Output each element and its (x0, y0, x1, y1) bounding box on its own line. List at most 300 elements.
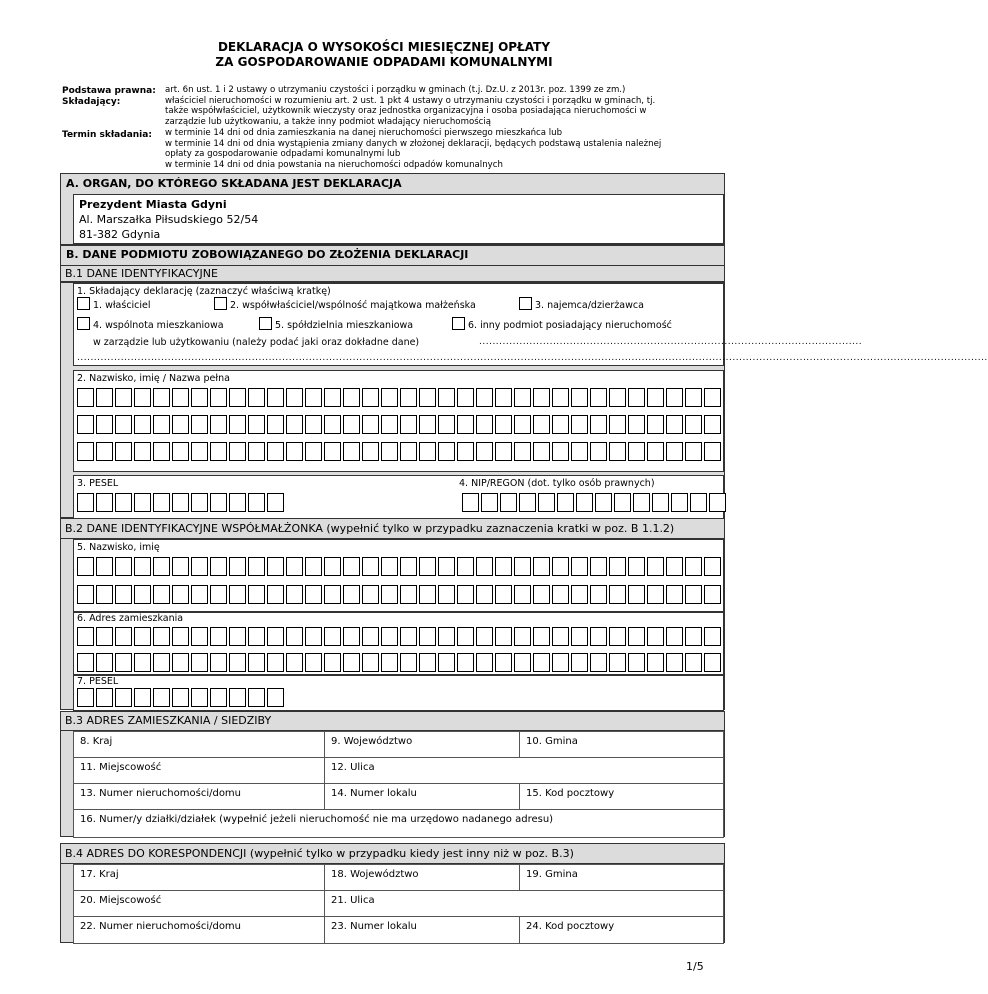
char-cell[interactable] (362, 442, 379, 461)
char-cell[interactable] (229, 493, 246, 512)
char-cell[interactable] (267, 388, 284, 407)
char-cell[interactable] (647, 388, 664, 407)
char-cell[interactable] (609, 415, 626, 434)
char-cell[interactable] (172, 557, 189, 576)
char-cell[interactable] (609, 653, 626, 672)
char-cell[interactable] (481, 493, 498, 512)
char-cell[interactable] (267, 688, 284, 707)
char-cell[interactable] (552, 415, 569, 434)
char-cell[interactable] (305, 627, 322, 646)
char-cell[interactable] (115, 493, 132, 512)
char-cell[interactable] (229, 388, 246, 407)
char-cell[interactable] (134, 627, 151, 646)
char-cell[interactable] (96, 415, 113, 434)
char-cell[interactable] (533, 442, 550, 461)
name-row-2[interactable] (77, 415, 723, 434)
char-cell[interactable] (704, 653, 721, 672)
char-cell[interactable] (590, 557, 607, 576)
char-cell[interactable] (552, 557, 569, 576)
char-cell[interactable] (153, 557, 170, 576)
spouse-pesel-row[interactable] (77, 688, 286, 707)
char-cell[interactable] (666, 442, 683, 461)
char-cell[interactable] (286, 415, 303, 434)
char-cell[interactable] (267, 442, 284, 461)
option-tenant[interactable]: 3. najemca/dzierżawca (519, 297, 644, 311)
char-cell[interactable] (476, 415, 493, 434)
char-cell[interactable] (210, 688, 227, 707)
char-cell[interactable] (381, 585, 398, 604)
char-cell[interactable] (476, 442, 493, 461)
checkbox-icon[interactable] (77, 317, 90, 330)
char-cell[interactable] (438, 627, 455, 646)
char-cell[interactable] (514, 585, 531, 604)
char-cell[interactable] (514, 415, 531, 434)
char-cell[interactable] (286, 557, 303, 576)
char-cell[interactable] (153, 627, 170, 646)
char-cell[interactable] (666, 627, 683, 646)
char-cell[interactable] (533, 557, 550, 576)
char-cell[interactable] (476, 653, 493, 672)
char-cell[interactable] (533, 388, 550, 407)
char-cell[interactable] (77, 493, 94, 512)
char-cell[interactable] (77, 557, 94, 576)
char-cell[interactable] (685, 585, 702, 604)
char-cell[interactable] (590, 653, 607, 672)
char-cell[interactable] (400, 388, 417, 407)
char-cell[interactable] (172, 688, 189, 707)
char-cell[interactable] (457, 627, 474, 646)
char-cell[interactable] (229, 627, 246, 646)
char-cell[interactable] (210, 415, 227, 434)
char-cell[interactable] (571, 442, 588, 461)
char-cell[interactable] (191, 388, 208, 407)
char-cell[interactable] (248, 627, 265, 646)
char-cell[interactable] (552, 585, 569, 604)
char-cell[interactable] (685, 442, 702, 461)
char-cell[interactable] (590, 415, 607, 434)
char-cell[interactable] (343, 653, 360, 672)
char-cell[interactable] (495, 653, 512, 672)
char-cell[interactable] (362, 415, 379, 434)
char-cell[interactable] (590, 627, 607, 646)
char-cell[interactable] (514, 627, 531, 646)
char-cell[interactable] (153, 493, 170, 512)
spouse-name-row-1[interactable] (77, 557, 723, 576)
char-cell[interactable] (438, 585, 455, 604)
char-cell[interactable] (115, 415, 132, 434)
char-cell[interactable] (381, 653, 398, 672)
char-cell[interactable] (538, 493, 555, 512)
option-community[interactable]: 4. wspólnota mieszkaniowa (77, 317, 224, 331)
char-cell[interactable] (134, 415, 151, 434)
char-cell[interactable] (647, 442, 664, 461)
char-cell[interactable] (286, 585, 303, 604)
char-cell[interactable] (96, 688, 113, 707)
char-cell[interactable] (305, 557, 322, 576)
option-co-owner[interactable]: 2. współwłaściciel/wspólność majątkowa małżeńska (214, 297, 476, 311)
char-cell[interactable] (647, 585, 664, 604)
char-cell[interactable] (533, 585, 550, 604)
char-cell[interactable] (400, 415, 417, 434)
char-cell[interactable] (609, 442, 626, 461)
char-cell[interactable] (115, 442, 132, 461)
char-cell[interactable] (628, 415, 645, 434)
char-cell[interactable] (115, 688, 132, 707)
char-cell[interactable] (552, 653, 569, 672)
char-cell[interactable] (153, 388, 170, 407)
checkbox-icon[interactable] (77, 297, 90, 310)
checkbox-icon[interactable] (214, 297, 227, 310)
char-cell[interactable] (267, 557, 284, 576)
char-cell[interactable] (419, 442, 436, 461)
corr-street-field[interactable]: 21. Ulica (324, 890, 724, 917)
char-cell[interactable] (134, 653, 151, 672)
char-cell[interactable] (172, 493, 189, 512)
char-cell[interactable] (248, 415, 265, 434)
char-cell[interactable] (476, 627, 493, 646)
char-cell[interactable] (671, 493, 688, 512)
char-cell[interactable] (533, 627, 550, 646)
char-cell[interactable] (153, 688, 170, 707)
char-cell[interactable] (210, 388, 227, 407)
char-cell[interactable] (210, 493, 227, 512)
char-cell[interactable] (438, 557, 455, 576)
char-cell[interactable] (457, 557, 474, 576)
postal-code-field[interactable]: 15. Kod pocztowy (519, 783, 724, 810)
other-fill-line-2[interactable]: ............................................................................................................................................................................................................................................................................... (77, 353, 988, 363)
char-cell[interactable] (647, 415, 664, 434)
char-cell[interactable] (77, 627, 94, 646)
char-cell[interactable] (77, 585, 94, 604)
char-cell[interactable] (690, 493, 707, 512)
char-cell[interactable] (514, 388, 531, 407)
char-cell[interactable] (229, 688, 246, 707)
char-cell[interactable] (324, 627, 341, 646)
char-cell[interactable] (609, 627, 626, 646)
char-cell[interactable] (343, 585, 360, 604)
char-cell[interactable] (709, 493, 726, 512)
char-cell[interactable] (324, 388, 341, 407)
char-cell[interactable] (153, 415, 170, 434)
char-cell[interactable] (324, 557, 341, 576)
char-cell[interactable] (609, 557, 626, 576)
option-owner[interactable]: 1. właściciel (77, 297, 151, 311)
char-cell[interactable] (305, 388, 322, 407)
char-cell[interactable] (267, 653, 284, 672)
char-cell[interactable] (704, 442, 721, 461)
char-cell[interactable] (666, 557, 683, 576)
char-cell[interactable] (495, 442, 512, 461)
char-cell[interactable] (115, 388, 132, 407)
char-cell[interactable] (134, 388, 151, 407)
char-cell[interactable] (191, 653, 208, 672)
char-cell[interactable] (77, 415, 94, 434)
char-cell[interactable] (248, 653, 265, 672)
char-cell[interactable] (419, 653, 436, 672)
char-cell[interactable] (343, 557, 360, 576)
char-cell[interactable] (685, 388, 702, 407)
char-cell[interactable] (115, 557, 132, 576)
char-cell[interactable] (419, 585, 436, 604)
char-cell[interactable] (533, 415, 550, 434)
char-cell[interactable] (400, 557, 417, 576)
char-cell[interactable] (400, 653, 417, 672)
char-cell[interactable] (362, 388, 379, 407)
char-cell[interactable] (476, 557, 493, 576)
char-cell[interactable] (628, 585, 645, 604)
char-cell[interactable] (210, 653, 227, 672)
commune-field[interactable]: 10. Gmina (519, 731, 724, 758)
char-cell[interactable] (438, 415, 455, 434)
char-cell[interactable] (77, 388, 94, 407)
street-field[interactable]: 12. Ulica (324, 757, 724, 784)
char-cell[interactable] (267, 627, 284, 646)
char-cell[interactable] (628, 442, 645, 461)
name-row-3[interactable] (77, 442, 723, 461)
char-cell[interactable] (685, 415, 702, 434)
spouse-address-row-2[interactable] (77, 653, 723, 672)
char-cell[interactable] (191, 493, 208, 512)
corr-voivodeship-field[interactable]: 18. Województwo (324, 864, 520, 891)
char-cell[interactable] (666, 388, 683, 407)
char-cell[interactable] (685, 627, 702, 646)
char-cell[interactable] (381, 442, 398, 461)
char-cell[interactable] (557, 493, 574, 512)
char-cell[interactable] (571, 653, 588, 672)
char-cell[interactable] (685, 557, 702, 576)
char-cell[interactable] (286, 653, 303, 672)
char-cell[interactable] (685, 653, 702, 672)
char-cell[interactable] (552, 388, 569, 407)
char-cell[interactable] (96, 388, 113, 407)
checkbox-icon[interactable] (519, 297, 532, 310)
char-cell[interactable] (191, 627, 208, 646)
char-cell[interactable] (457, 388, 474, 407)
char-cell[interactable] (172, 415, 189, 434)
plot-number-field[interactable]: 16. Numer/y działki/działek (wypełnić jeżeli nieruchomość nie ma urzędowo nadanego adresu) (73, 809, 724, 838)
char-cell[interactable] (286, 627, 303, 646)
corr-house-number-field[interactable]: 22. Numer nieruchomości/domu (73, 916, 325, 944)
char-cell[interactable] (590, 388, 607, 407)
char-cell[interactable] (381, 627, 398, 646)
char-cell[interactable] (500, 493, 517, 512)
other-fill-line-1[interactable]: .................................................................................................................. (479, 337, 863, 347)
char-cell[interactable] (153, 585, 170, 604)
char-cell[interactable] (419, 557, 436, 576)
char-cell[interactable] (153, 653, 170, 672)
char-cell[interactable] (343, 388, 360, 407)
char-cell[interactable] (457, 415, 474, 434)
spouse-address-row-1[interactable] (77, 627, 723, 646)
char-cell[interactable] (305, 585, 322, 604)
char-cell[interactable] (96, 653, 113, 672)
char-cell[interactable] (704, 388, 721, 407)
char-cell[interactable] (96, 442, 113, 461)
char-cell[interactable] (191, 415, 208, 434)
char-cell[interactable] (362, 557, 379, 576)
char-cell[interactable] (571, 415, 588, 434)
char-cell[interactable] (666, 585, 683, 604)
char-cell[interactable] (633, 493, 650, 512)
char-cell[interactable] (666, 653, 683, 672)
char-cell[interactable] (210, 585, 227, 604)
char-cell[interactable] (343, 627, 360, 646)
char-cell[interactable] (476, 585, 493, 604)
char-cell[interactable] (704, 415, 721, 434)
char-cell[interactable] (552, 442, 569, 461)
char-cell[interactable] (172, 627, 189, 646)
pesel-row[interactable] (77, 493, 286, 512)
char-cell[interactable] (476, 388, 493, 407)
char-cell[interactable] (628, 653, 645, 672)
checkbox-icon[interactable] (259, 317, 272, 330)
char-cell[interactable] (229, 415, 246, 434)
char-cell[interactable] (609, 388, 626, 407)
checkbox-icon[interactable] (452, 317, 465, 330)
char-cell[interactable] (305, 442, 322, 461)
char-cell[interactable] (457, 653, 474, 672)
corr-postal-code-field[interactable]: 24. Kod pocztowy (519, 916, 724, 944)
char-cell[interactable] (115, 627, 132, 646)
char-cell[interactable] (381, 557, 398, 576)
char-cell[interactable] (438, 388, 455, 407)
char-cell[interactable] (590, 585, 607, 604)
name-row-1[interactable] (77, 388, 723, 407)
char-cell[interactable] (248, 442, 265, 461)
char-cell[interactable] (229, 442, 246, 461)
char-cell[interactable] (400, 627, 417, 646)
char-cell[interactable] (267, 493, 284, 512)
char-cell[interactable] (704, 585, 721, 604)
char-cell[interactable] (381, 415, 398, 434)
char-cell[interactable] (324, 585, 341, 604)
char-cell[interactable] (514, 442, 531, 461)
char-cell[interactable] (96, 627, 113, 646)
char-cell[interactable] (704, 627, 721, 646)
corr-locality-field[interactable]: 20. Miejscowość (73, 890, 325, 917)
char-cell[interactable] (172, 442, 189, 461)
char-cell[interactable] (419, 627, 436, 646)
option-cooperative[interactable]: 5. spółdzielnia mieszkaniowa (259, 317, 413, 331)
char-cell[interactable] (590, 442, 607, 461)
char-cell[interactable] (647, 627, 664, 646)
char-cell[interactable] (286, 388, 303, 407)
voivodeship-field[interactable]: 9. Województwo (324, 731, 520, 758)
char-cell[interactable] (400, 442, 417, 461)
char-cell[interactable] (96, 493, 113, 512)
char-cell[interactable] (400, 585, 417, 604)
corr-commune-field[interactable]: 19. Gmina (519, 864, 724, 891)
char-cell[interactable] (519, 493, 536, 512)
char-cell[interactable] (153, 442, 170, 461)
char-cell[interactable] (96, 557, 113, 576)
char-cell[interactable] (628, 388, 645, 407)
char-cell[interactable] (571, 585, 588, 604)
char-cell[interactable] (172, 653, 189, 672)
char-cell[interactable] (267, 415, 284, 434)
char-cell[interactable] (286, 442, 303, 461)
option-other[interactable]: 6. inny podmiot posiadający nieruchomość (452, 317, 672, 331)
char-cell[interactable] (210, 557, 227, 576)
char-cell[interactable] (495, 627, 512, 646)
char-cell[interactable] (362, 653, 379, 672)
char-cell[interactable] (172, 585, 189, 604)
char-cell[interactable] (704, 557, 721, 576)
char-cell[interactable] (609, 585, 626, 604)
house-number-field[interactable]: 13. Numer nieruchomości/domu (73, 783, 325, 810)
country-field[interactable]: 8. Kraj (73, 731, 325, 758)
char-cell[interactable] (248, 388, 265, 407)
char-cell[interactable] (229, 585, 246, 604)
char-cell[interactable] (628, 627, 645, 646)
char-cell[interactable] (628, 557, 645, 576)
char-cell[interactable] (576, 493, 593, 512)
char-cell[interactable] (438, 653, 455, 672)
char-cell[interactable] (134, 557, 151, 576)
char-cell[interactable] (462, 493, 479, 512)
char-cell[interactable] (191, 442, 208, 461)
char-cell[interactable] (229, 653, 246, 672)
char-cell[interactable] (514, 557, 531, 576)
char-cell[interactable] (96, 585, 113, 604)
char-cell[interactable] (495, 585, 512, 604)
char-cell[interactable] (267, 585, 284, 604)
char-cell[interactable] (324, 653, 341, 672)
char-cell[interactable] (77, 688, 94, 707)
char-cell[interactable] (134, 688, 151, 707)
char-cell[interactable] (647, 557, 664, 576)
corr-apartment-number-field[interactable]: 23. Numer lokalu (324, 916, 520, 944)
char-cell[interactable] (362, 627, 379, 646)
char-cell[interactable] (115, 653, 132, 672)
char-cell[interactable] (172, 388, 189, 407)
char-cell[interactable] (324, 442, 341, 461)
char-cell[interactable] (495, 415, 512, 434)
char-cell[interactable] (134, 442, 151, 461)
char-cell[interactable] (191, 585, 208, 604)
char-cell[interactable] (77, 442, 94, 461)
char-cell[interactable] (666, 415, 683, 434)
char-cell[interactable] (229, 557, 246, 576)
char-cell[interactable] (343, 442, 360, 461)
char-cell[interactable] (362, 585, 379, 604)
char-cell[interactable] (248, 557, 265, 576)
char-cell[interactable] (552, 627, 569, 646)
char-cell[interactable] (77, 653, 94, 672)
corr-country-field[interactable]: 17. Kraj (73, 864, 325, 891)
spouse-name-row-2[interactable] (77, 585, 723, 604)
char-cell[interactable] (571, 388, 588, 407)
char-cell[interactable] (571, 557, 588, 576)
char-cell[interactable] (614, 493, 631, 512)
char-cell[interactable] (457, 585, 474, 604)
char-cell[interactable] (495, 388, 512, 407)
char-cell[interactable] (191, 557, 208, 576)
char-cell[interactable] (305, 415, 322, 434)
char-cell[interactable] (457, 442, 474, 461)
char-cell[interactable] (248, 585, 265, 604)
char-cell[interactable] (248, 493, 265, 512)
char-cell[interactable] (248, 688, 265, 707)
char-cell[interactable] (134, 585, 151, 604)
char-cell[interactable] (419, 388, 436, 407)
apartment-number-field[interactable]: 14. Numer lokalu (324, 783, 520, 810)
char-cell[interactable] (191, 688, 208, 707)
char-cell[interactable] (343, 415, 360, 434)
char-cell[interactable] (595, 493, 612, 512)
char-cell[interactable] (514, 653, 531, 672)
char-cell[interactable] (571, 627, 588, 646)
